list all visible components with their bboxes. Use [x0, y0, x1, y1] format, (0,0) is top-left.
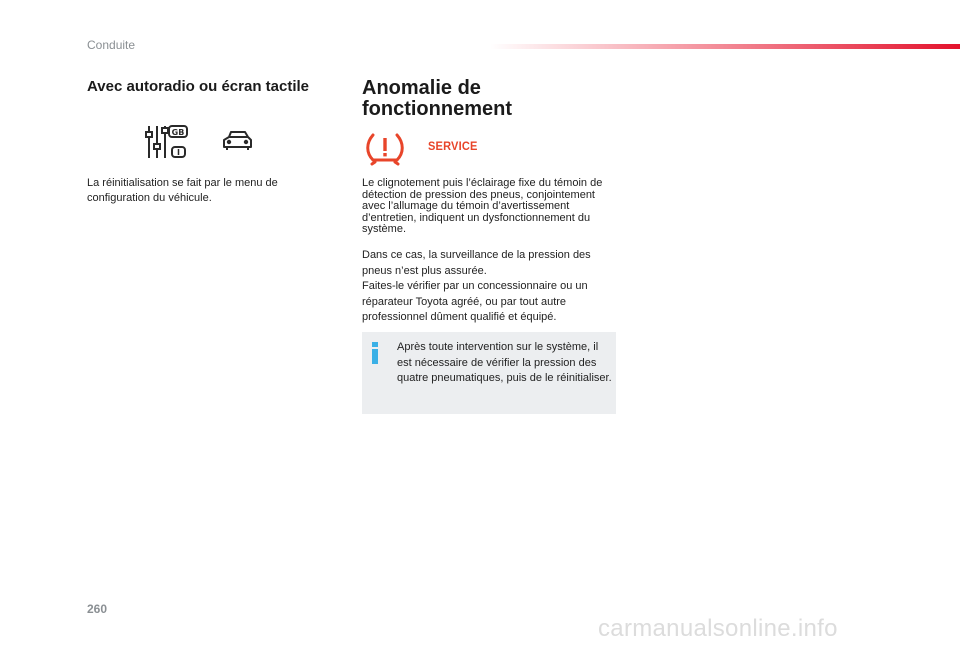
left-heading: Avec autoradio ou écran tactile [87, 78, 310, 95]
car-icon [224, 132, 251, 150]
section-title: Conduite [87, 38, 136, 52]
badge-gb: GB [171, 128, 185, 137]
watermark: carmanualsonline.info [598, 615, 838, 642]
left-icons [145, 124, 255, 165]
settings-sliders-icon [145, 124, 255, 160]
left-paragraph: La réinitialisation se fait par le menu de configuration du véhicule. [87, 177, 278, 204]
anomaly-paragraph: Le clignotement puis l’éclairage fixe du témoin de détection de pression des pneus, conjointement avec l’allumage du témoin d’avertissement d’entretien, indiquent un dysfonctionnement du système. [362, 177, 603, 235]
action-paragraph-line-1: Dans ce cas, la surveillance de la pression des pneus n’est plus assurée. [362, 249, 591, 277]
action-paragraph-line-2: Faites-le vérifier par un concessionnaire ou un réparateur Toyota agréé, ou par tout autre professionnel dûment qualifié et équipé. [362, 280, 588, 323]
badge-i: I [177, 148, 180, 157]
action-paragraph [362, 248, 622, 326]
right-heading: Anomalie de fonctionnement [362, 77, 512, 120]
info-note [362, 332, 616, 414]
info-icon [371, 342, 379, 364]
service-label: SERVICE [428, 139, 478, 153]
page-number: 260 [87, 602, 108, 616]
header-accent-bar [490, 44, 960, 49]
tire-pressure-warning-icon [365, 131, 405, 172]
info-note-text: Après toute intervention sur le système, il est nécessaire de vérifier la pression des quatre pneumatiques, puis de le réinitialiser. [397, 341, 612, 384]
